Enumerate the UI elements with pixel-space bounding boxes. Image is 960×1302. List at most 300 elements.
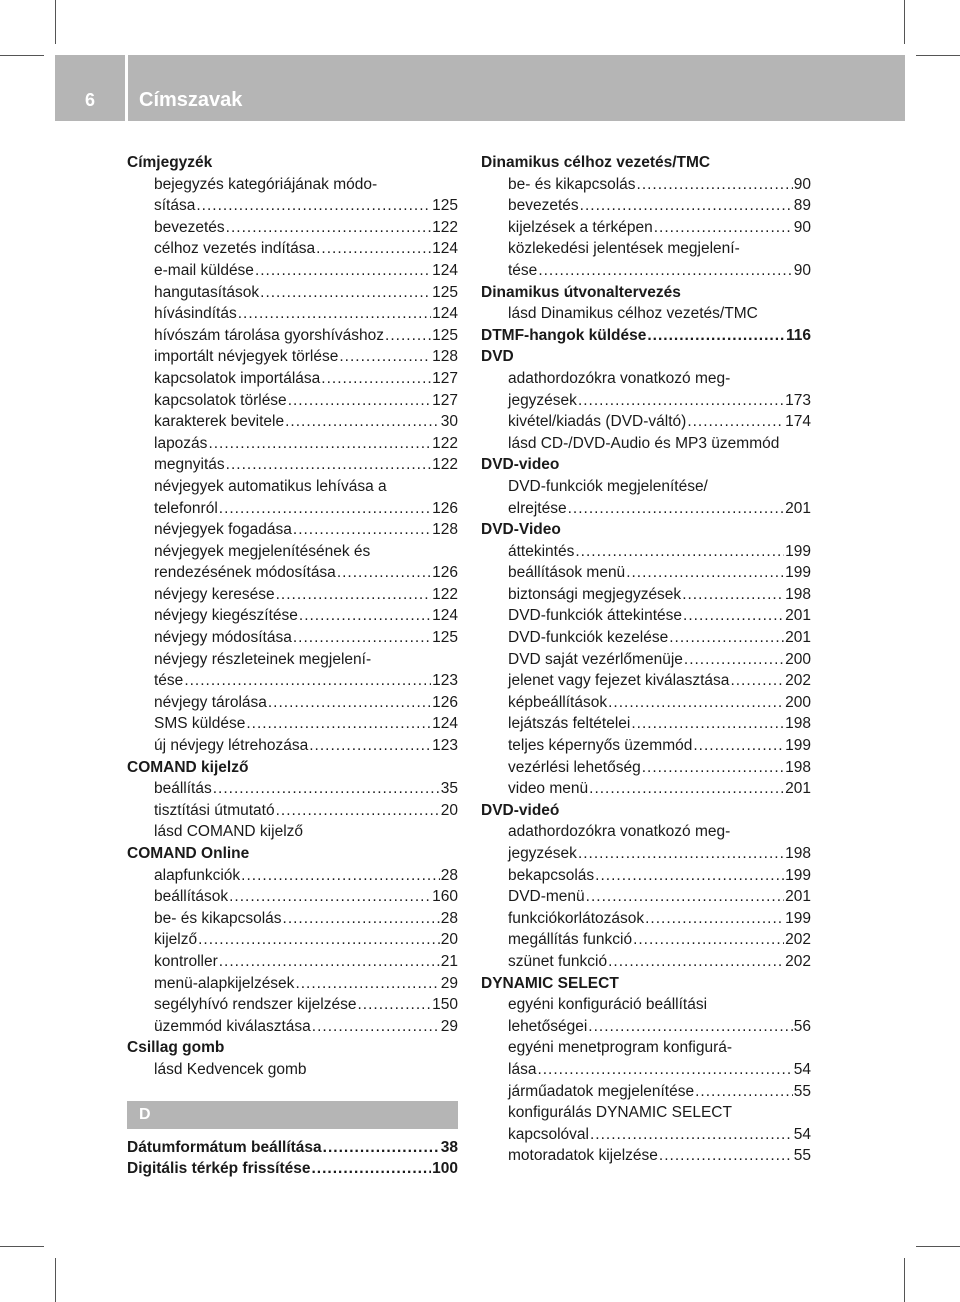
index-entry[interactable] <box>481 217 811 239</box>
index-entry[interactable] <box>127 325 458 347</box>
dot-leader <box>578 390 784 412</box>
entry-text: DVD-funkciók kezelése <box>508 629 669 647</box>
entry-text: karakterek bevitele <box>154 413 285 431</box>
page-reference[interactable]: 28 <box>440 909 458 927</box>
page-reference[interactable]: 124 <box>432 261 458 279</box>
index-entry[interactable] <box>127 303 458 325</box>
index-entry[interactable] <box>481 627 811 649</box>
index-entry[interactable] <box>127 562 458 584</box>
dot-leader <box>695 1081 793 1103</box>
index-entry[interactable] <box>481 713 811 735</box>
page-reference[interactable]: 122 <box>432 456 458 474</box>
dot-leader <box>385 325 431 347</box>
index-entry[interactable] <box>127 282 458 304</box>
page-reference[interactable]: 20 <box>440 931 458 949</box>
index-entry[interactable] <box>481 692 811 714</box>
dot-leader <box>669 627 784 649</box>
dot-leader <box>268 692 431 714</box>
entry-text: DVD-video <box>481 456 560 474</box>
index-heading <box>481 454 811 476</box>
index-entry[interactable] <box>127 929 458 951</box>
index-entry[interactable] <box>127 346 458 368</box>
index-entry[interactable] <box>127 951 458 973</box>
entry-text: célhoz vezetés indítása <box>154 240 316 258</box>
dot-leader <box>339 346 431 368</box>
index-heading <box>481 973 811 995</box>
index-entry[interactable] <box>127 260 458 282</box>
index-entry[interactable] <box>127 1016 458 1038</box>
page-reference[interactable]: 201 <box>785 607 811 625</box>
page-reference[interactable]: 198 <box>785 758 811 776</box>
entry-text: lásd Dinamikus célhoz vezetés/TMC <box>508 305 758 323</box>
crop-mark <box>0 55 44 56</box>
page-reference[interactable]: 29 <box>440 1017 458 1035</box>
entry-text: hívásindítás <box>154 305 237 323</box>
page-reference[interactable]: 198 <box>785 585 811 603</box>
index-heading <box>127 152 458 174</box>
entry-text: menü-alapkijelzések <box>154 974 295 992</box>
index-heading <box>127 757 458 779</box>
crop-mark <box>916 55 960 56</box>
index-heading[interactable] <box>127 1158 458 1180</box>
entry-text: be- és kikapcsolás <box>508 175 636 193</box>
page-reference[interactable]: 202 <box>785 931 811 949</box>
index-entry <box>481 1037 811 1059</box>
entry-text: tisztítási útmutató <box>154 801 275 819</box>
page-reference[interactable]: 201 <box>785 499 811 517</box>
page-reference[interactable]: 90 <box>793 218 811 236</box>
index-entry[interactable] <box>127 519 458 541</box>
crop-mark <box>55 1258 56 1302</box>
page-reference[interactable]: 160 <box>432 888 458 906</box>
page-reference[interactable]: 201 <box>785 780 811 798</box>
index-entry[interactable] <box>481 562 811 584</box>
page-reference[interactable]: 54 <box>793 1125 811 1143</box>
dot-leader <box>645 908 784 930</box>
page-reference[interactable]: 122 <box>432 585 458 603</box>
entry-text: megállítás funkció <box>508 931 633 949</box>
entry-text: video menü <box>508 780 589 798</box>
index-entry <box>481 368 811 390</box>
entry-text: lehetőségei <box>508 1017 588 1035</box>
index-entry[interactable] <box>481 1124 811 1146</box>
entry-text: névjegy tárolása <box>154 693 267 711</box>
index-entry[interactable] <box>481 886 811 908</box>
page-reference[interactable]: 126 <box>432 693 458 711</box>
entry-text: elrejtése <box>508 499 567 517</box>
index-entry[interactable] <box>481 584 811 606</box>
entry-text: vezérlési lehetőség <box>508 758 641 776</box>
page-reference[interactable]: 55 <box>793 1082 811 1100</box>
index-entry[interactable] <box>127 411 458 433</box>
entry-text: segélyhívó rendszer kijelzése <box>154 996 357 1014</box>
entry-text: bekapcsolás <box>508 866 595 884</box>
entry-text: szünet funkció <box>508 952 608 970</box>
entry-text: alapfunkciók <box>154 866 241 884</box>
page-number: 6 <box>84 90 95 110</box>
index-entry[interactable] <box>481 411 811 433</box>
dot-leader <box>219 498 431 520</box>
page-reference[interactable]: 54 <box>793 1060 811 1078</box>
page-reference[interactable]: 199 <box>785 737 811 755</box>
dot-leader <box>312 1016 440 1038</box>
entry-text: COMAND Online <box>127 845 250 862</box>
entry-text: kijelzések a térképen <box>508 218 653 236</box>
entry-text: funkciókorlátozások <box>508 909 645 927</box>
dot-leader <box>255 260 431 282</box>
entry-text: beállítások <box>154 888 229 906</box>
index-entry[interactable] <box>127 368 458 390</box>
index-entry[interactable] <box>127 670 458 692</box>
page-reference[interactable]: 199 <box>785 542 811 560</box>
dot-leader <box>196 195 431 217</box>
index-entry[interactable] <box>127 973 458 995</box>
page-title: Címszavak <box>139 89 243 111</box>
dot-leader <box>586 886 784 908</box>
index-entry[interactable] <box>481 908 811 930</box>
page-reference[interactable]: 56 <box>793 1017 811 1035</box>
dot-leader <box>580 195 793 217</box>
dot-leader <box>208 433 431 455</box>
entry-text: bevezetés <box>508 197 579 215</box>
page-reference[interactable]: 128 <box>432 348 458 366</box>
index-entry[interactable] <box>481 843 811 865</box>
dot-leader <box>589 778 784 800</box>
index-entry[interactable] <box>481 1081 811 1103</box>
page-reference[interactable]: 35 <box>440 780 458 798</box>
dot-leader <box>293 519 431 541</box>
dot-leader <box>608 951 784 973</box>
index-entry[interactable] <box>481 1145 811 1167</box>
entry-text: SMS küldése <box>154 715 246 733</box>
dot-leader <box>637 174 793 196</box>
entry-text: névjegy keresése <box>154 585 275 603</box>
entry-text: e-mail küldése <box>154 261 254 279</box>
index-entry[interactable] <box>481 174 811 196</box>
entry-text: lapozás <box>154 434 208 452</box>
crop-mark <box>904 0 905 44</box>
index-entry[interactable] <box>481 670 811 692</box>
index-column-left <box>127 152 458 1180</box>
index-entry[interactable] <box>127 584 458 606</box>
entry-text: névjegyek megjelenítésének és <box>154 542 371 560</box>
entry-text: egyéni konfiguráció beállítási <box>508 996 708 1014</box>
index-entry[interactable] <box>127 778 458 800</box>
dot-leader <box>626 562 784 584</box>
index-entry <box>127 821 458 843</box>
entry-text: járműadatok megjelenítése <box>508 1082 695 1100</box>
entry-text: lása <box>508 1060 537 1078</box>
entry-text: névjegyek fogadása <box>154 521 292 539</box>
entry-text: telefonról <box>154 499 218 517</box>
entry-text: Dátumformátum beállítása <box>127 1138 322 1156</box>
dot-leader <box>578 843 784 865</box>
page-reference[interactable]: 200 <box>785 650 811 668</box>
index-heading <box>127 1037 458 1059</box>
dot-leader <box>647 325 785 347</box>
index-entry[interactable] <box>127 713 458 735</box>
dot-leader <box>288 390 431 412</box>
entry-text: Digitális térkép frissítése <box>127 1160 311 1178</box>
page-reference[interactable]: 122 <box>432 218 458 236</box>
page-reference[interactable]: 55 <box>793 1147 811 1165</box>
dot-leader <box>226 217 431 239</box>
page-reference[interactable]: 21 <box>440 952 458 970</box>
index-entry[interactable] <box>127 454 458 476</box>
page-reference[interactable]: 199 <box>785 909 811 927</box>
entry-text: DTMF-hangok küldése <box>481 326 647 344</box>
index-entry[interactable] <box>481 757 811 779</box>
entry-text: Csillag gomb <box>127 1039 225 1057</box>
page-reference[interactable]: 202 <box>785 952 811 970</box>
dot-leader <box>283 908 440 930</box>
entry-text: kivétel/kiadás (DVD-váltó) <box>508 413 687 431</box>
page-reference[interactable]: 173 <box>785 391 811 409</box>
page-reference[interactable]: 126 <box>432 499 458 517</box>
entry-text: megnyitás <box>154 456 225 474</box>
dot-leader <box>295 973 439 995</box>
index-entry[interactable] <box>481 951 811 973</box>
page-reference[interactable]: 198 <box>785 845 811 862</box>
entry-text: kapcsolatok importálása <box>154 369 321 387</box>
index-entry[interactable] <box>127 433 458 455</box>
index-entry[interactable] <box>481 195 811 217</box>
page-reference[interactable]: 124 <box>432 305 458 323</box>
dot-leader <box>260 282 431 304</box>
dot-leader <box>316 238 431 260</box>
index-entry[interactable] <box>481 865 811 887</box>
dot-leader <box>633 929 784 951</box>
entry-text: COMAND kijelző <box>127 758 249 776</box>
index-entry[interactable] <box>481 390 811 412</box>
index-heading <box>481 282 811 304</box>
page-reference[interactable]: 201 <box>785 888 811 906</box>
index-entry[interactable] <box>127 627 458 649</box>
dot-leader <box>684 649 784 671</box>
index-entry[interactable] <box>481 260 811 282</box>
page-reference[interactable]: 125 <box>432 326 458 344</box>
index-heading <box>127 843 458 865</box>
page-reference[interactable]: 199 <box>785 564 811 582</box>
crop-mark <box>904 1258 905 1302</box>
entry-text: Címjegyzék <box>127 154 213 171</box>
index-entry[interactable] <box>481 498 811 520</box>
dot-leader <box>198 929 440 951</box>
page-reference[interactable]: 28 <box>440 866 458 884</box>
dot-leader <box>538 260 792 282</box>
dot-leader <box>357 994 431 1016</box>
dot-leader <box>590 1124 793 1146</box>
entry-text: DVD-menü <box>508 888 585 906</box>
dot-leader <box>312 1158 432 1180</box>
entry-text: kapcsolatok törlése <box>154 391 287 409</box>
page-reference[interactable]: 198 <box>785 715 811 733</box>
index-entry <box>481 238 811 260</box>
page-reference[interactable]: 126 <box>432 564 458 582</box>
index-entry <box>127 541 458 563</box>
entry-text: be- és kikapcsolás <box>154 909 282 927</box>
entry-text: sítása <box>154 197 196 215</box>
page-reference[interactable]: 122 <box>432 434 458 452</box>
page-reference[interactable]: 150 <box>432 996 458 1014</box>
page-reference[interactable]: 174 <box>785 413 811 431</box>
entry-text: névjegy módosítása <box>154 629 292 647</box>
entry-text: jegyzések <box>508 391 577 409</box>
dot-leader <box>276 584 432 606</box>
entry-text: konfigurálás DYNAMIC SELECT <box>508 1104 732 1122</box>
page-reference[interactable]: 125 <box>432 197 458 215</box>
page-reference[interactable]: 116 <box>785 326 811 344</box>
index-entry <box>481 433 811 455</box>
index-entry[interactable] <box>127 908 458 930</box>
index-entry[interactable] <box>481 778 811 800</box>
index-entry[interactable] <box>127 865 458 887</box>
page-reference[interactable]: 20 <box>440 801 458 819</box>
index-heading <box>481 800 811 822</box>
dot-leader <box>693 735 784 757</box>
index-entry[interactable] <box>127 692 458 714</box>
index-entry <box>127 649 458 671</box>
entry-text: Dinamikus útvonaltervezés <box>481 283 681 301</box>
page-reference[interactable]: 123 <box>432 672 458 690</box>
dot-leader <box>631 713 784 735</box>
entry-text: lásd CD-/DVD-Audio és MP3 üzemmód <box>508 434 780 452</box>
entry-text: bejegyzés kategóriájának módo- <box>154 175 378 193</box>
dot-leader <box>285 411 440 433</box>
dot-leader <box>730 670 784 692</box>
entry-text: motoradatok kijelzése <box>508 1147 658 1165</box>
page-reference[interactable]: 90 <box>793 175 811 193</box>
dot-leader <box>588 1016 792 1038</box>
page-reference[interactable]: 89 <box>793 197 811 215</box>
entry-text: DVD-videó <box>481 801 560 819</box>
dot-leader <box>299 605 431 627</box>
index-heading[interactable] <box>481 325 811 347</box>
index-heading <box>481 152 811 174</box>
dot-leader <box>337 562 431 584</box>
index-entry <box>481 303 811 325</box>
section-letter-bar: D <box>127 1101 458 1129</box>
dot-leader <box>226 454 431 476</box>
crop-mark <box>55 0 56 44</box>
index-entry[interactable] <box>481 1059 811 1081</box>
page-reference[interactable]: 38 <box>440 1138 458 1156</box>
dot-leader <box>323 1137 440 1159</box>
dot-leader <box>659 1145 793 1167</box>
page-reference[interactable]: 100 <box>432 1160 458 1178</box>
dot-leader <box>682 584 784 606</box>
page-header <box>55 55 905 121</box>
dot-leader <box>568 498 785 520</box>
dot-leader <box>238 303 431 325</box>
page-reference[interactable]: 125 <box>432 629 458 647</box>
entry-text: Dinamikus célhoz vezetés/TMC <box>481 154 711 171</box>
entry-text: lásd COMAND kijelző <box>154 823 304 841</box>
page-reference[interactable]: 90 <box>793 261 811 279</box>
index-entry[interactable] <box>127 605 458 627</box>
index-heading <box>481 519 811 541</box>
page-reference[interactable]: 123 <box>432 737 458 755</box>
entry-text: DVD-funkciók áttekintése <box>508 607 683 625</box>
page-reference[interactable]: 125 <box>432 283 458 301</box>
entry-text: hangutasítások <box>154 283 260 301</box>
entry-text: jelenet vagy fejezet kiválasztása <box>508 672 730 690</box>
index-entry[interactable] <box>481 605 811 627</box>
header-divider <box>125 55 128 121</box>
entry-text: rendezésének módosítása <box>154 564 336 582</box>
index-entry[interactable] <box>127 238 458 260</box>
entry-text: adathordozókra vonatkozó meg- <box>508 823 731 841</box>
index-entry[interactable] <box>127 886 458 908</box>
index-entry[interactable] <box>481 541 811 563</box>
index-entry[interactable] <box>481 649 811 671</box>
dot-leader <box>654 217 793 239</box>
index-entry[interactable] <box>481 1016 811 1038</box>
dot-leader <box>219 951 440 973</box>
dot-leader <box>687 411 784 433</box>
entry-text: teljes képernyős üzemmód <box>508 737 693 755</box>
dot-leader <box>309 735 431 757</box>
page-reference[interactable]: 128 <box>432 521 458 539</box>
index-entry[interactable] <box>127 498 458 520</box>
entry-text: DVD-Video <box>481 521 561 539</box>
page-reference[interactable]: 29 <box>440 974 458 992</box>
entry-text: tése <box>508 261 538 279</box>
index-entry[interactable] <box>127 390 458 412</box>
index-heading[interactable] <box>127 1137 458 1159</box>
crop-mark <box>0 1246 44 1247</box>
crop-mark <box>916 1246 960 1247</box>
index-entry[interactable] <box>481 929 811 951</box>
entry-text: kijelző <box>154 931 198 949</box>
index-entry <box>481 994 811 1016</box>
page-reference[interactable]: 199 <box>785 866 811 884</box>
dot-leader <box>321 368 431 390</box>
page-reference[interactable]: 202 <box>785 672 811 690</box>
index-entry[interactable] <box>127 735 458 757</box>
entry-text: DVD <box>481 348 514 366</box>
entry-text: névjegyek automatikus lehívása a <box>154 477 387 495</box>
entry-text: jegyzések <box>508 845 577 862</box>
index-entry[interactable] <box>127 994 458 1016</box>
dot-leader <box>213 778 440 800</box>
dot-leader <box>575 541 784 563</box>
index-entry <box>127 1059 458 1081</box>
dot-leader <box>683 605 784 627</box>
page-reference[interactable]: 201 <box>785 629 811 647</box>
dot-leader <box>184 670 431 692</box>
page-reference[interactable]: 127 <box>432 369 458 387</box>
dot-leader <box>595 865 784 887</box>
page-reference[interactable]: 124 <box>432 607 458 625</box>
page-reference[interactable]: 200 <box>785 693 811 711</box>
entry-text: lásd Kedvencek gomb <box>154 1060 307 1078</box>
index-entry[interactable] <box>481 735 811 757</box>
entry-text: hívószám tárolása gyorshíváshoz <box>154 326 385 344</box>
page-reference[interactable]: 124 <box>432 715 458 733</box>
index-entry[interactable] <box>127 800 458 822</box>
entry-text: beállítások menü <box>508 564 626 582</box>
entry-text: képbeállítások <box>508 693 608 711</box>
page-reference[interactable]: 127 <box>432 391 458 409</box>
page-reference[interactable]: 124 <box>432 240 458 258</box>
index-entry[interactable] <box>127 217 458 239</box>
index-entry <box>481 821 811 843</box>
page-reference[interactable]: 30 <box>440 413 458 431</box>
index-heading <box>481 346 811 368</box>
index-entry[interactable] <box>127 195 458 217</box>
entry-text: importált névjegyek törlése <box>154 348 339 366</box>
